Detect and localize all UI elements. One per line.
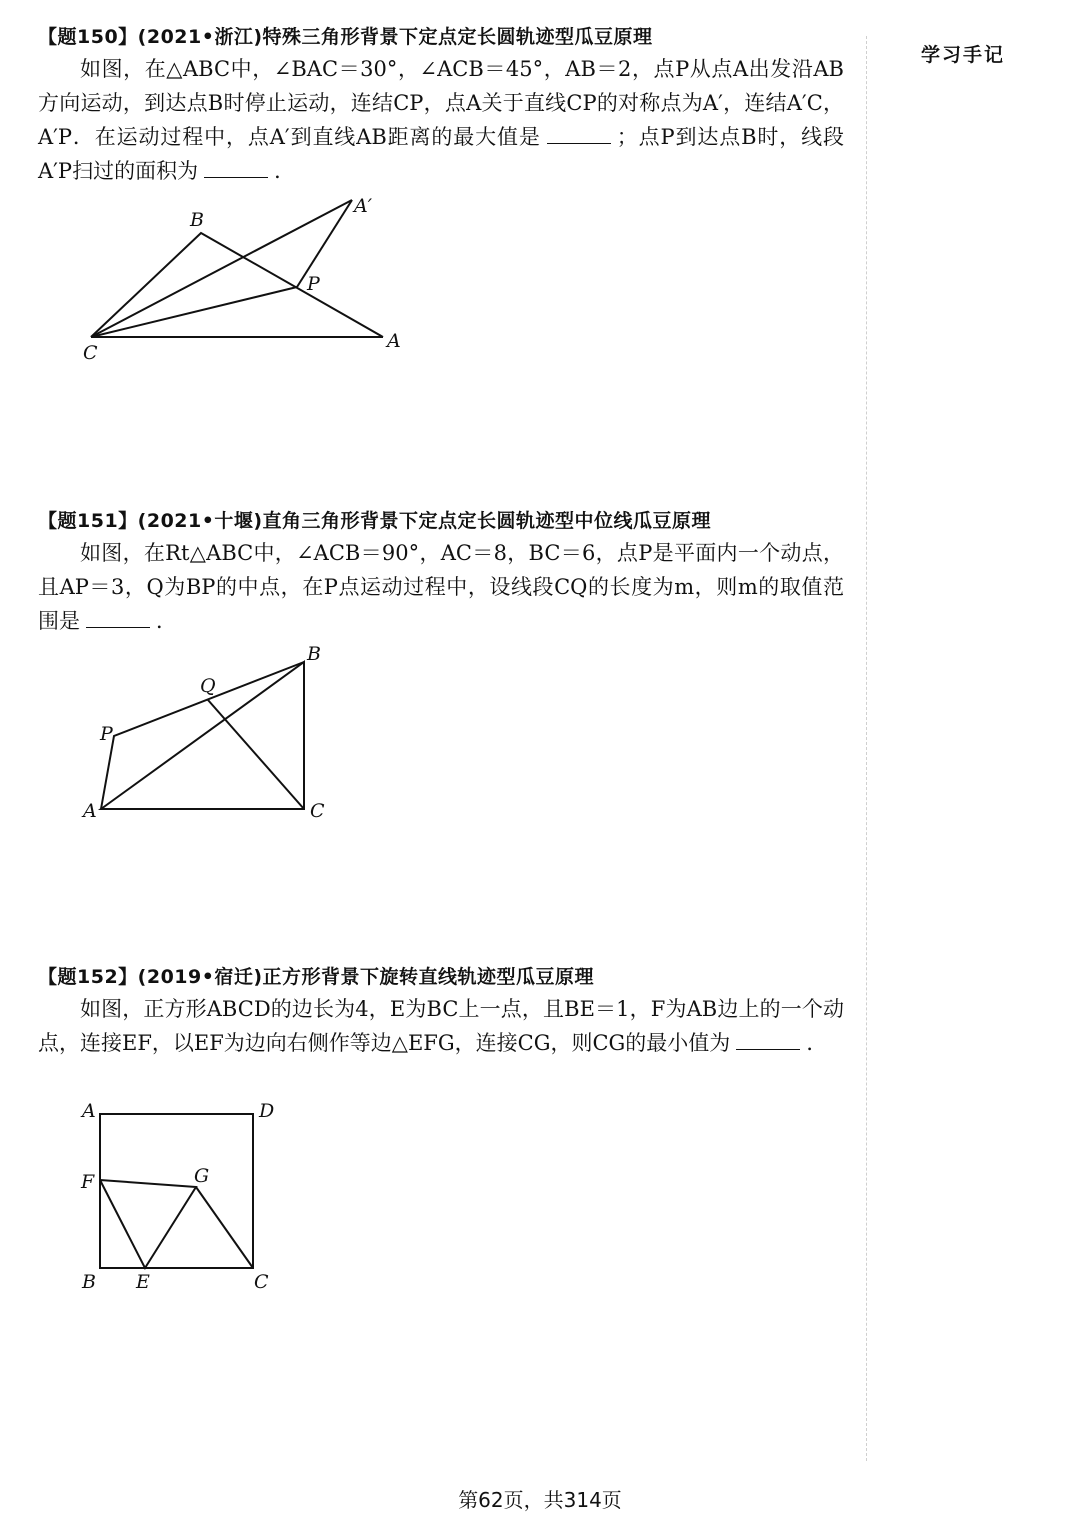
fig151-label-c: C (310, 800, 325, 822)
problem-151-text: 如图，在Rt△ABC中，∠ACB＝90°，AC＝8，BC＝6，点P是平面内一个动点，且AP＝3，Q为BP的中点，在P点运动过程中，设线段CQ的长度为m，则m的取值范围是 (38, 541, 844, 633)
problem-150-title: 【题150】(2021•浙江)特殊三角形背景下定点定长圆轨迹型瓜豆原理 (38, 26, 653, 48)
problem-152-text: 如图，正方形ABCD的边长为4，E为BC上一点，且BE＝1，F为AB边上的一个动点，连接EF，以EF为边向右侧作等边△EFG，连接CG，则CG的最小值为 (38, 997, 844, 1055)
fig150-label-a-prime: A′ (354, 195, 373, 217)
side-notes-title: 学习手记 (921, 44, 1006, 66)
fig150-label-p: P (307, 273, 320, 295)
fig152-label-f: F (81, 1171, 95, 1193)
fig152-label-d: D (259, 1100, 275, 1122)
problem-152-title: 【题152】(2019•宿迁)正方形背景下旋转直线轨迹型瓜豆原理 (38, 966, 595, 988)
fig150-label-a: A (387, 330, 401, 352)
fig151-label-a: A (83, 800, 97, 822)
problem-152-text-2: ． (806, 1031, 828, 1055)
problem-151-text-2: ． (156, 609, 177, 633)
fig152-segment-gc (196, 1187, 253, 1268)
problem-151-title: 【题151】(2021•十堰)直角三角形背景下定点定长圆轨迹型中位线瓜豆原理 (38, 510, 712, 532)
fig151-label-q: Q (200, 675, 216, 697)
problem-150-text: 如图，在△ABC中，∠BAC＝30°，∠ACB＝45°，AB＝2，点P从点A出发沿AB方向运动，到达点B时停止运动，连结CP，点A关于直线CP的对称点为A′，连结A′C，A′P．在运动过程中，点A′到直线AB距离的最大值是 (38, 57, 844, 149)
fig152-label-e: E (136, 1271, 150, 1293)
fig152-label-c: C (254, 1271, 269, 1293)
fig152-triangle-efg (100, 1180, 196, 1268)
fig152-label-a: A (82, 1100, 96, 1122)
fig151-label-b: B (307, 643, 321, 665)
page-number: 第62页，共314页 (458, 1488, 622, 1512)
problem-150-text-3: ． (274, 159, 296, 183)
problem-150-text-2: ；点P到达点B时，线段A′P扫过的面积为 (38, 125, 845, 183)
fig152-label-g: G (194, 1165, 210, 1187)
fig151-label-p: P (100, 723, 113, 745)
fig150-label-c: C (83, 342, 98, 364)
fig150-label-b: B (190, 209, 204, 231)
fig152-label-b: B (82, 1271, 96, 1293)
fig152-square-abcd (100, 1114, 253, 1268)
